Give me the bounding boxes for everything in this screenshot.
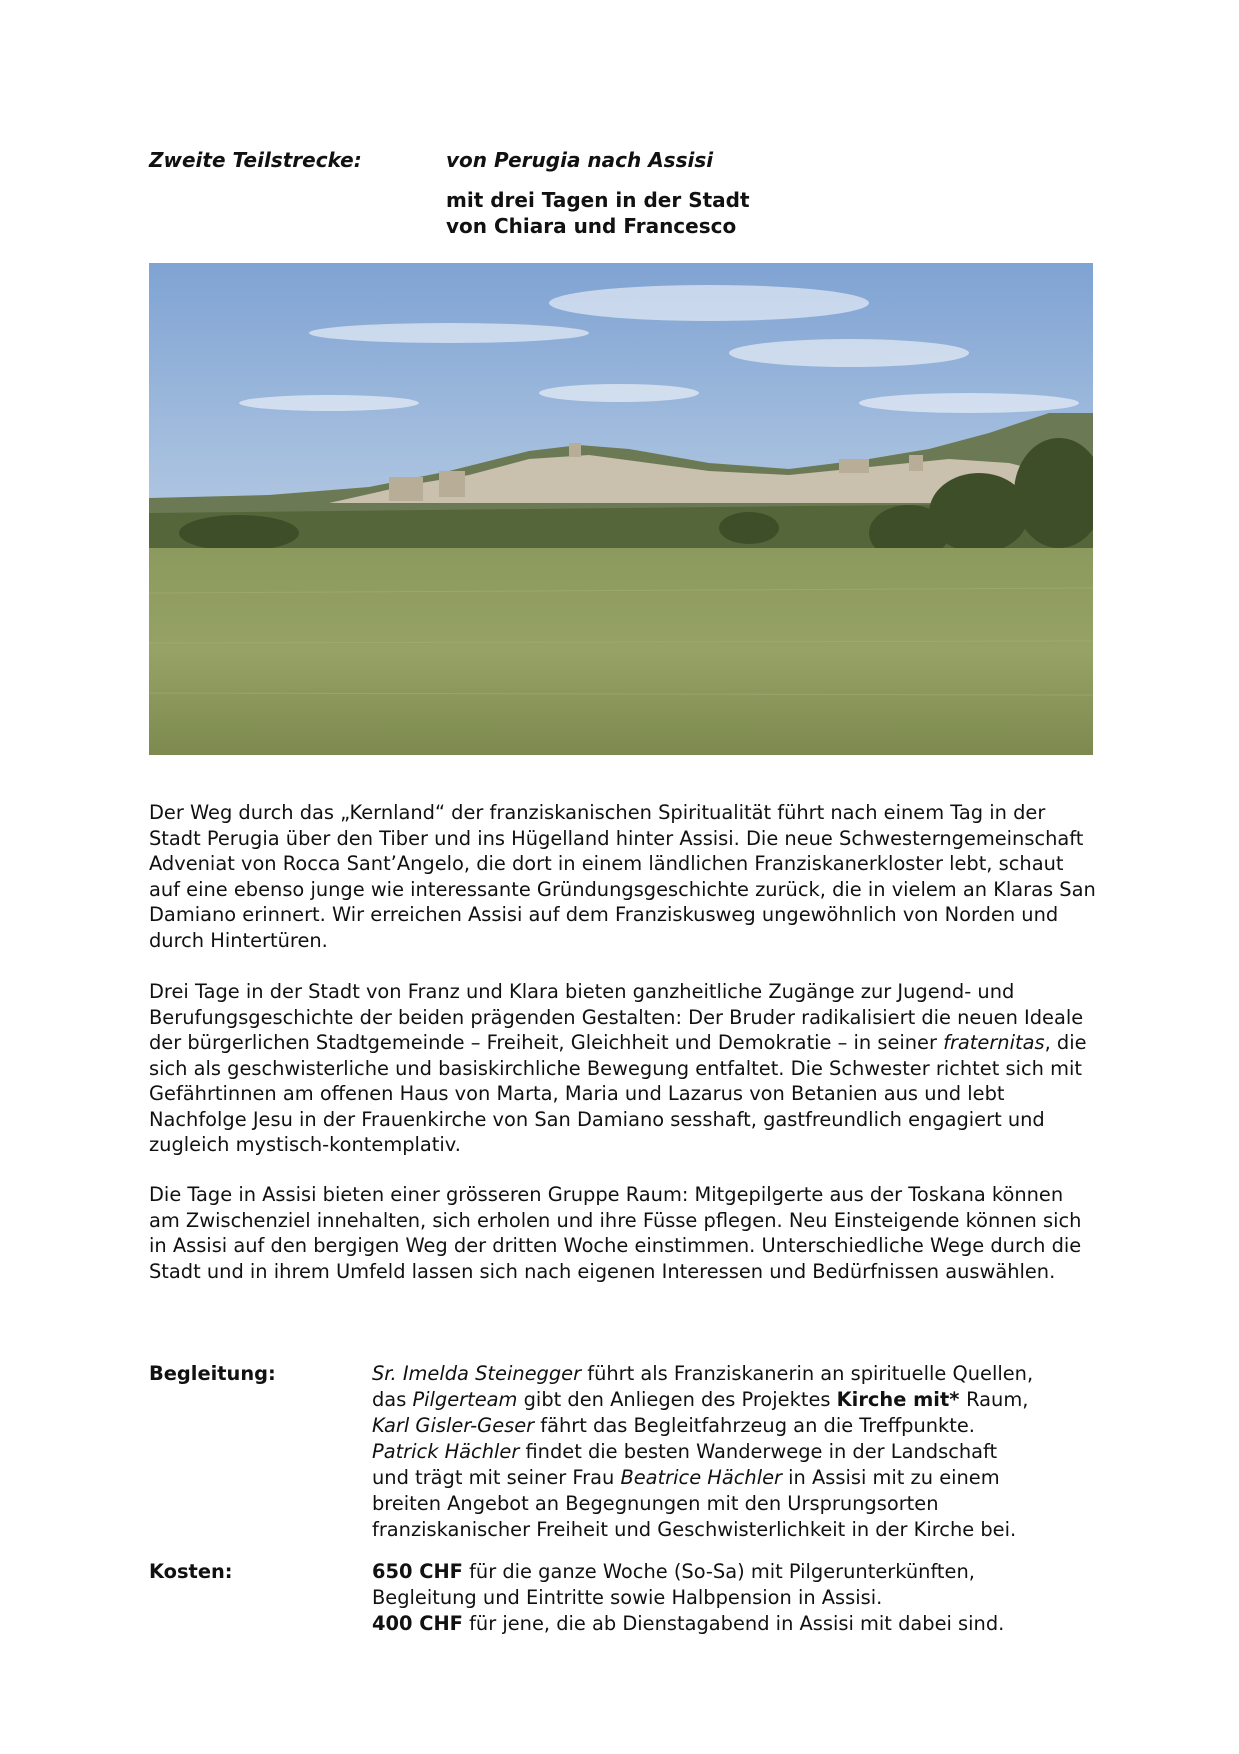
line-text: für jene, die ab Dienstagabend in Assisi mit dabei sind. [462,1612,1005,1635]
line-text: führt als Franziskanerin an spirituelle Quellen, [581,1362,1034,1385]
line-text: findet die besten Wanderwege in der Landschaft [519,1440,998,1463]
paragraph-2-part-2: , die sich als geschwisterliche und basiskirchliche Bewegung entfaltet. Die Schwester richtet sich mit Gefährtinnen am offenen Haus von Marta, Maria und Lazarus von Betanien aus und lebt Nachfolge Jesu in der Frauenkirche von San Damiano sesshaft, gastfreundlich engagiert und zugleich mystisch-kontemplativ. [149,1031,1087,1156]
paragraph-intro [149,800,1099,953]
begleitung-line-4 [372,1439,1112,1465]
paragraph-days [149,979,1099,1158]
price: 650 CHF [372,1560,463,1583]
line-text: für die ganze Woche (So-Sa) mit Pilgerunterkünften, [462,1560,975,1583]
person-name: Sr. Imelda Steinegger [372,1362,582,1385]
subtitle-line-2: von Chiara und Francesco [446,214,737,238]
route-title: von Perugia nach Assisi [446,148,714,172]
paragraph-3: Die Tage in Assisi bieten einer grösseren Gruppe Raum: Mitgepilgerte aus der Toskana können am Zwischenziel innehalten, sich erholen und ihre Füsse pflegen. Neu Einsteigende können sich in Assisi auf den bergigen Weg der dritten Woche einstimmen. Unterschiedliche Wege durch die Stadt und in ihrem Umfeld lassen sich nach eigenen Interessen und Bedürfnissen auswählen. [149,1183,1082,1283]
line-text: gibt den Anliegen des Projektes [517,1388,837,1411]
line-text: das [372,1388,413,1411]
begleitung-line-3 [372,1413,1112,1439]
landscape-photo [149,263,1093,755]
begleitung-line-7: franziskanischer Freiheit und Geschwisterlichkeit in der Kirche bei. [372,1518,1017,1541]
line-text: und trägt mit seiner Frau [372,1466,621,1489]
kosten-text [372,1559,1112,1637]
paragraph-2 [149,979,1099,1158]
kosten-line-1 [372,1559,1112,1585]
kosten-line-2: Begleitung und Eintritte sowie Halbpension in Assisi. [372,1586,883,1609]
begleitung-line-1 [372,1361,1112,1387]
person-name: Karl Gisler-Geser [372,1414,535,1437]
begleitung-label: Begleitung: [149,1362,276,1385]
line-text: in Assisi mit zu einem [782,1466,1000,1489]
line-text: Raum, [966,1388,1029,1411]
paragraph-2-italic: fraternitas [943,1031,1045,1054]
kosten-line-3 [372,1611,1112,1637]
begleitung-line-6: breiten Angebot an Begegnungen mit den Ursprungsorten [372,1492,939,1515]
person-name: Beatrice Hächler [620,1466,782,1489]
paragraph-2-part-1: Drei Tage in der Stadt von Franz und Klara bieten ganzheitliche Zugänge zur Jugend- und Berufungsgeschichte der beiden prägenden Gestalten: Der Bruder radikalisiert die neuen Ideale der bürgerlichen Stadtgemeinde – Freiheit, Gleichheit und Demokratie – in seiner [149,980,1084,1054]
subtitle-line-1: mit drei Tagen in der Stadt [446,188,750,212]
kosten-label: Kosten: [149,1560,233,1583]
person-name: Patrick Hächler [372,1440,520,1463]
price: 400 CHF [372,1612,463,1635]
project-name: Kirche mit* [836,1388,967,1411]
section-label: Zweite Teilstrecke: [149,148,362,172]
line-text: fährt das Begleitfahrzeug an die Treffpunkte. [534,1414,975,1437]
begleitung-text [372,1361,1112,1543]
subtitle [446,187,750,239]
begleitung-line-5 [372,1465,1112,1491]
begleitung-line-2 [372,1387,1112,1413]
paragraph-1: Der Weg durch das „Kernland“ der franziskanischen Spiritualität führt nach einem Tag in der Stadt Perugia über den Tiber und ins Hügelland hinter Assisi. Die neue Schwesterngemeinschaft Adveniat von Rocca Sant’Angelo, die dort in einem ländlichen Franziskanerkloster lebt, schaut auf eine ebenso junge wie interessante Gründungsgeschichte zurück, die in vielem an Klaras San Damiano erinnert. Wir erreichen Assisi auf dem Franziskusweg ungewöhnlich von Norden und durch Hintertüren. [149,801,1096,952]
team-name: Pilgerteam [412,1388,518,1411]
assisi-landscape-illustration [149,263,1093,755]
paragraph-group [149,1182,1099,1284]
